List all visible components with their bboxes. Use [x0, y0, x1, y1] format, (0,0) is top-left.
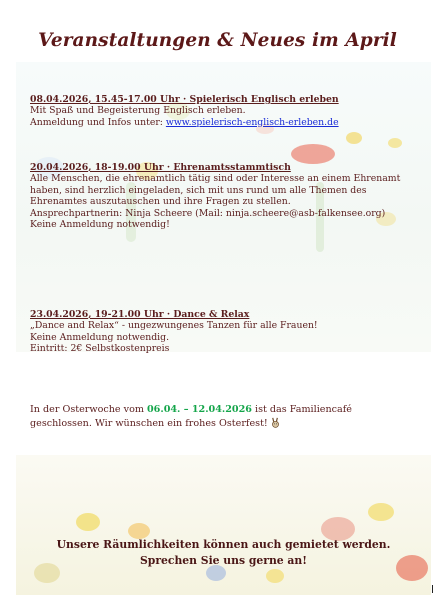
event-dance: [30, 309, 425, 355]
page-edge-mark: [432, 585, 433, 593]
notice-text: In der Osterwoche vom: [30, 404, 147, 415]
event-registration: [30, 117, 425, 128]
event-heading: 08.04.2026, 15.45-17.00 Uhr · Spielerisch Englisch erleben: [30, 94, 339, 105]
flower-decoration: [388, 138, 402, 148]
event-note: Keine Anmeldung notwendig!: [30, 219, 170, 231]
registration-label: Anmeldung und Infos unter:: [30, 116, 166, 128]
page-title: Veranstaltungen & Neues im April: [38, 30, 397, 51]
flower-decoration: [76, 513, 100, 531]
event-price: Eintritt: 2€ Selbstkostenpreis: [30, 343, 170, 355]
footer-line-1: Unsere Räumlichkeiten können auch gemietet werden.: [56, 538, 391, 551]
floral-background-bottom: [16, 455, 431, 595]
footer-line-2: Sprechen Sie uns gerne an!: [139, 554, 308, 567]
notice-text: geschlossen. Wir wünschen ein frohes Osterfest!: [30, 417, 268, 429]
notice-line-2: [30, 417, 425, 431]
event-heading: 23.04.2026, 19-21.00 Uhr · Dance & Relax: [30, 309, 250, 320]
closure-dates: 06.04. – 12.04.2026: [147, 404, 252, 415]
event-description: Mit Spaß und Begeisterung Englisch erleben.: [30, 105, 246, 117]
event-description: Alle Menschen, die ehrenamtlich tätig sind oder Interesse an einem Ehrenamt haben, sind herzlich eingeladen, sich mit uns rund um alle Themen des Ehrenamtes auszutauschen und ihre Fragen zu stellen.: [30, 173, 401, 208]
easter-closure-notice: [30, 404, 425, 430]
flower-decoration: [266, 569, 284, 583]
easter-bunny-icon: [270, 417, 281, 428]
notice-text: ist das Familiencafé: [251, 404, 352, 415]
flower-decoration: [368, 503, 394, 521]
event-note: Keine Anmeldung notwendig.: [30, 331, 170, 343]
event-heading: 20.04.2026, 18-19.00 Uhr · Ehrenamtsstammtisch: [30, 162, 291, 173]
notice-line-1: [30, 404, 425, 417]
flower-decoration: [346, 132, 362, 144]
event-english: [30, 94, 425, 128]
website-link[interactable]: www.spielerisch-englisch-erleben.de: [165, 116, 339, 128]
event-contact: Ansprechpartnerin: Ninja Scheere (Mail: ninja.scheere@asb-falkensee.org): [30, 207, 386, 219]
flower-decoration: [291, 144, 335, 164]
footer-rental-info: [16, 537, 431, 569]
event-stammtisch: [30, 162, 425, 230]
event-description: „Dance and Relax“ - ungezwungenes Tanzen für alle Frauen!: [30, 320, 318, 332]
